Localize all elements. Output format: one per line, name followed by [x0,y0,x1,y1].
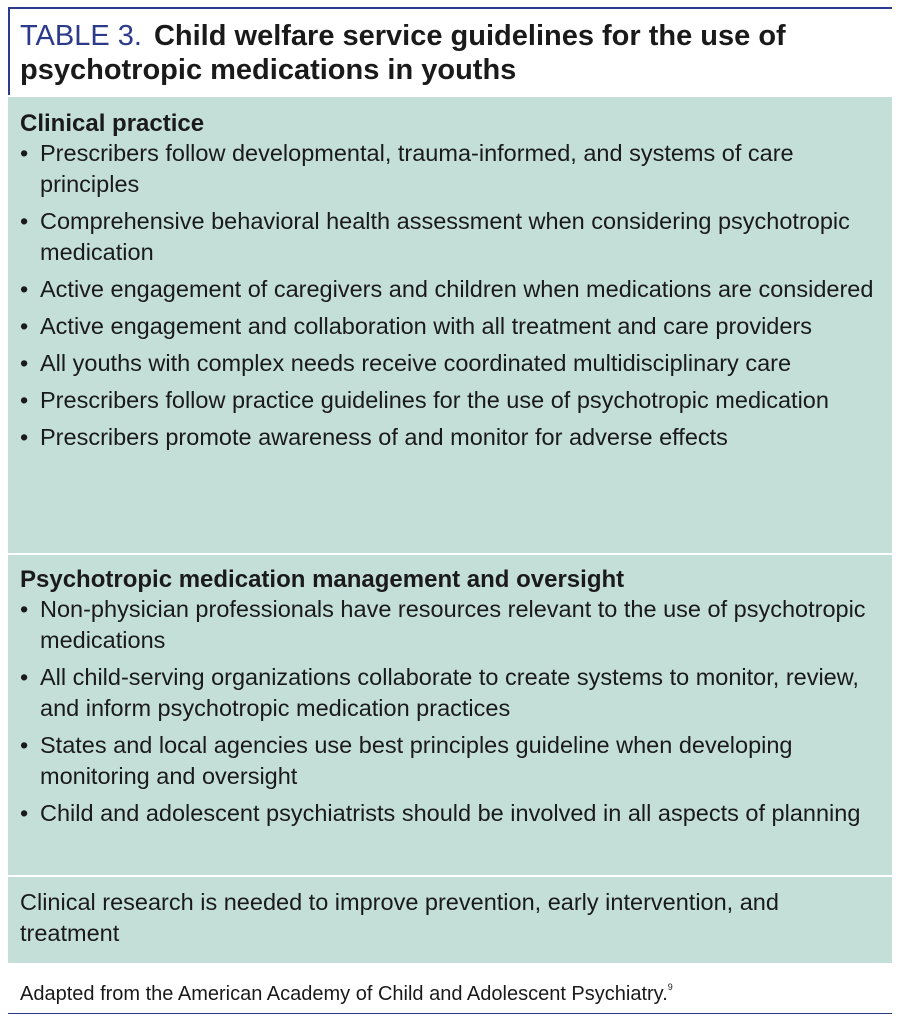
list-item-text: Non-physician professionals have resources relevant to the use of psychotropic medications [40,596,866,653]
table-title [8,7,892,95]
section-clinical-practice [8,97,892,553]
bullet-icon: • [20,596,29,622]
list-item-text: Active engagement and collaboration with all treatment and care providers [40,313,813,339]
section-heading: Psychotropic medication management and oversight [20,566,625,593]
list-item [20,274,892,305]
section-medication-oversight [8,555,892,875]
bullet-list [20,594,892,829]
research-statement: Clinical research is needed to improve prevention, early intervention, and treatment [20,889,779,946]
footnote-text: Adapted from the American Academy of Child and Adolescent Psychiatry. [20,983,668,1005]
bottom-divider [8,1013,892,1014]
table-number: TABLE 3. [20,20,142,52]
list-item [20,594,892,656]
list-item-text: Active engagement of caregivers and children when medications are considered [40,276,874,302]
source-footnote [20,974,673,1007]
list-item-text: Prescribers follow practice guidelines for the use of psychotropic medication [40,387,829,413]
bullet-icon: • [20,424,29,450]
section-clinical-research [8,877,892,963]
list-item [20,730,892,792]
list-item-text: States and local agencies use best principles guideline when developing monitoring and oversight [40,732,793,789]
bullet-icon: • [20,800,29,826]
bullet-icon: • [20,208,29,234]
list-item [20,348,892,379]
list-item [20,206,892,268]
bullet-icon: • [20,140,29,166]
list-item-text: Prescribers promote awareness of and monitor for adverse effects [40,424,728,450]
bullet-icon: • [20,276,29,302]
list-item-text: All child-serving organizations collaborate to create systems to monitor, review, and inform psychotropic medication practices [40,664,859,721]
list-item [20,798,892,829]
list-item-text: Prescribers follow developmental, trauma-informed, and systems of care principles [40,140,794,197]
list-item-text: All youths with complex needs receive coordinated multidisciplinary care [40,350,792,376]
bullet-icon: • [20,350,29,376]
list-item-text: Child and adolescent psychiatrists should be involved in all aspects of planning [40,800,861,826]
list-item [20,311,892,342]
bullet-icon: • [20,313,29,339]
table-title-text: Child welfare service guidelines for the use of psychotropic medications in youths [20,20,786,86]
section-heading: Clinical practice [20,110,205,137]
bullet-icon: • [20,664,29,690]
list-item [20,662,892,724]
list-item [20,385,892,416]
bullet-icon: • [20,732,29,758]
bullet-list [20,138,892,453]
list-item [20,138,892,200]
list-item [20,422,892,453]
footnote-reference: 9 [667,982,673,992]
bullet-icon: • [20,387,29,413]
list-item-text: Comprehensive behavioral health assessment when considering psychotropic medication [40,208,850,265]
